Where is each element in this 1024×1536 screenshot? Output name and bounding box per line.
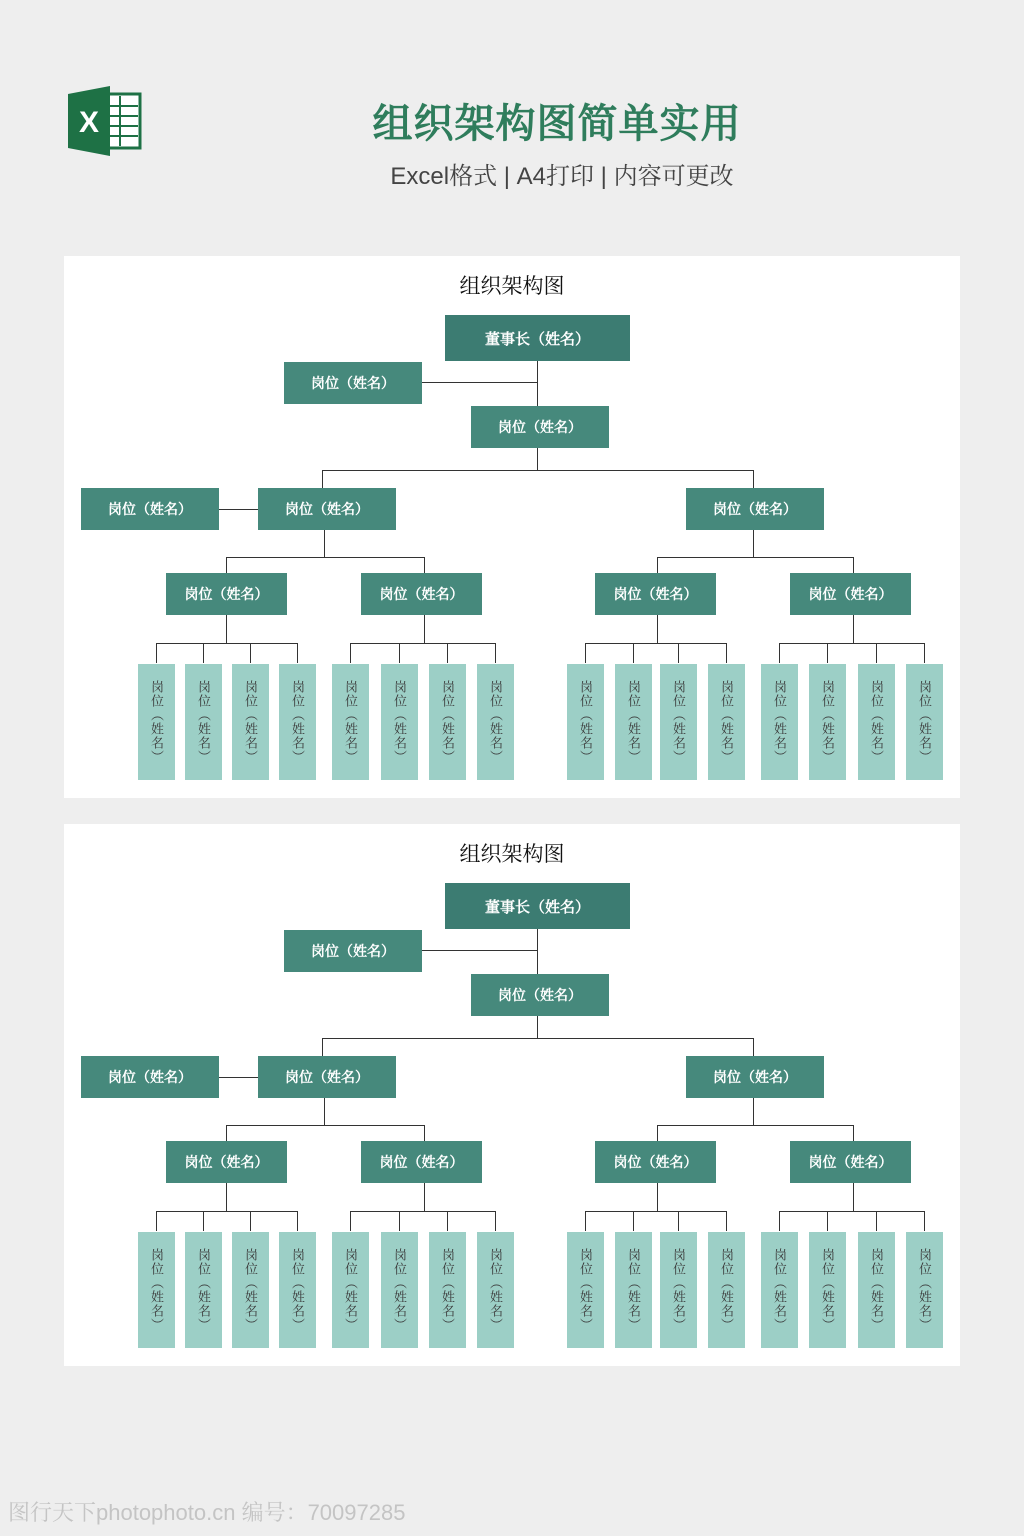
staff-box bbox=[708, 664, 745, 780]
staff-box bbox=[138, 664, 175, 780]
connector-line bbox=[226, 1183, 227, 1211]
assistant-box: 岗位（姓名） bbox=[284, 362, 422, 404]
staff-label: 岗位（姓名） bbox=[392, 1248, 407, 1332]
connector-line bbox=[585, 643, 586, 663]
connector-line bbox=[924, 643, 925, 663]
staff-label: 岗位（姓名） bbox=[440, 680, 455, 764]
department-box: 岗位（姓名） bbox=[595, 573, 716, 615]
staff-box bbox=[332, 664, 369, 780]
staff-box bbox=[332, 1232, 369, 1348]
connector-line bbox=[924, 1211, 925, 1231]
staff-box bbox=[615, 664, 652, 780]
staff-label: 岗位（姓名） bbox=[149, 680, 164, 764]
connector-line bbox=[495, 643, 496, 663]
chart-title: 组织架构图 bbox=[459, 274, 565, 298]
connector-line bbox=[424, 557, 425, 574]
connector-line bbox=[585, 1211, 586, 1231]
division-right-box: 岗位（姓名） bbox=[686, 1056, 824, 1098]
staff-box bbox=[858, 664, 895, 780]
staff-box bbox=[381, 1232, 418, 1348]
staff-label: 岗位（姓名） bbox=[820, 1248, 835, 1332]
connector-line bbox=[324, 530, 325, 558]
staff-box bbox=[660, 664, 697, 780]
connector-line bbox=[495, 1211, 496, 1231]
staff-label: 岗位（姓名） bbox=[243, 1248, 258, 1332]
connector-line bbox=[657, 615, 658, 643]
staff-label: 岗位（姓名） bbox=[488, 680, 503, 764]
staff-label: 岗位（姓名） bbox=[772, 1248, 787, 1332]
connector-line bbox=[726, 1211, 727, 1231]
connector-line bbox=[399, 643, 400, 663]
connector-line bbox=[421, 950, 538, 951]
connector-line bbox=[753, 1038, 754, 1056]
connector-line bbox=[226, 615, 227, 643]
department-box: 岗位（姓名） bbox=[361, 573, 482, 615]
connector-line bbox=[726, 643, 727, 663]
staff-label: 岗位（姓名） bbox=[671, 680, 686, 764]
staff-box bbox=[381, 664, 418, 780]
staff-label: 岗位（姓名） bbox=[719, 1248, 734, 1332]
connector-line bbox=[853, 1125, 854, 1142]
connector-line bbox=[226, 557, 424, 558]
connector-line bbox=[226, 1125, 424, 1126]
connector-line bbox=[678, 1211, 679, 1231]
connector-line bbox=[447, 643, 448, 663]
staff-label: 岗位（姓名） bbox=[196, 1248, 211, 1332]
connector-line bbox=[350, 643, 495, 644]
staff-box bbox=[906, 1232, 943, 1348]
staff-box bbox=[761, 664, 798, 780]
staff-box bbox=[429, 664, 466, 780]
staff-box bbox=[567, 1232, 604, 1348]
division-right-box: 岗位（姓名） bbox=[686, 488, 824, 530]
connector-line bbox=[853, 557, 854, 574]
connector-line bbox=[779, 643, 780, 663]
staff-label: 岗位（姓名） bbox=[343, 680, 358, 764]
staff-box bbox=[708, 1232, 745, 1348]
connector-line bbox=[447, 1211, 448, 1231]
connector-line bbox=[350, 1211, 351, 1231]
staff-box bbox=[477, 664, 514, 780]
org-chart-panel-2 bbox=[64, 824, 960, 1366]
connector-line bbox=[633, 1211, 634, 1231]
connector-line bbox=[297, 643, 298, 663]
connector-line bbox=[537, 1016, 538, 1038]
connector-line bbox=[537, 361, 538, 406]
staff-label: 岗位（姓名） bbox=[917, 680, 932, 764]
connector-line bbox=[827, 643, 828, 663]
connector-line bbox=[753, 1098, 754, 1126]
connector-line bbox=[226, 1125, 227, 1142]
staff-box bbox=[809, 1232, 846, 1348]
side-post-box: 岗位（姓名） bbox=[81, 488, 219, 530]
connector-line bbox=[876, 643, 877, 663]
connector-line bbox=[537, 929, 538, 974]
department-box: 岗位（姓名） bbox=[595, 1141, 716, 1183]
staff-box bbox=[567, 664, 604, 780]
staff-box bbox=[185, 664, 222, 780]
executive-box: 岗位（姓名） bbox=[471, 406, 609, 448]
connector-line bbox=[657, 557, 853, 558]
connector-line bbox=[779, 1211, 924, 1212]
connector-line bbox=[827, 1211, 828, 1231]
connector-line bbox=[853, 1183, 854, 1211]
connector-line bbox=[350, 643, 351, 663]
staff-box bbox=[660, 1232, 697, 1348]
staff-label: 岗位（姓名） bbox=[440, 1248, 455, 1332]
staff-box bbox=[279, 664, 316, 780]
connector-line bbox=[322, 1038, 754, 1039]
chairman-box: 董事长（姓名） bbox=[445, 883, 630, 929]
connector-line bbox=[424, 1125, 425, 1142]
staff-label: 岗位（姓名） bbox=[343, 1248, 358, 1332]
chart-title: 组织架构图 bbox=[459, 842, 565, 866]
connector-line bbox=[421, 382, 538, 383]
staff-label: 岗位（姓名） bbox=[917, 1248, 932, 1332]
connector-line bbox=[324, 1098, 325, 1126]
connector-line bbox=[297, 1211, 298, 1231]
executive-box: 岗位（姓名） bbox=[471, 974, 609, 1016]
connector-line bbox=[226, 557, 227, 574]
staff-box bbox=[279, 1232, 316, 1348]
connector-line bbox=[156, 643, 297, 644]
chairman-box: 董事长（姓名） bbox=[445, 315, 630, 361]
staff-box bbox=[809, 664, 846, 780]
staff-label: 岗位（姓名） bbox=[820, 680, 835, 764]
division-left-box: 岗位（姓名） bbox=[258, 488, 396, 530]
staff-label: 岗位（姓名） bbox=[869, 680, 884, 764]
staff-label: 岗位（姓名） bbox=[869, 1248, 884, 1332]
connector-line bbox=[779, 643, 924, 644]
staff-box bbox=[138, 1232, 175, 1348]
connector-line bbox=[424, 1183, 425, 1211]
connector-line bbox=[399, 1211, 400, 1231]
connector-line bbox=[657, 1125, 658, 1142]
connector-line bbox=[585, 643, 726, 644]
staff-label: 岗位（姓名） bbox=[290, 680, 305, 764]
staff-label: 岗位（姓名） bbox=[772, 680, 787, 764]
staff-label: 岗位（姓名） bbox=[671, 1248, 686, 1332]
connector-line bbox=[250, 1211, 251, 1231]
page-subtitle: Excel格式 | A4打印 | 内容可更改 bbox=[390, 163, 734, 190]
connector-line bbox=[657, 1125, 853, 1126]
connector-line bbox=[156, 643, 157, 663]
connector-line bbox=[537, 448, 538, 470]
connector-line bbox=[424, 615, 425, 643]
connector-line bbox=[876, 1211, 877, 1231]
connector-line bbox=[156, 1211, 297, 1212]
department-box: 岗位（姓名） bbox=[790, 1141, 911, 1183]
staff-label: 岗位（姓名） bbox=[149, 1248, 164, 1332]
department-box: 岗位（姓名） bbox=[790, 573, 911, 615]
connector-line bbox=[678, 643, 679, 663]
staff-label: 岗位（姓名） bbox=[243, 680, 258, 764]
staff-box bbox=[761, 1232, 798, 1348]
connector-line bbox=[657, 1183, 658, 1211]
connector-line bbox=[322, 1038, 323, 1056]
connector-line bbox=[156, 1211, 157, 1231]
connector-line bbox=[753, 470, 754, 488]
staff-box bbox=[429, 1232, 466, 1348]
connector-line bbox=[853, 615, 854, 643]
connector-line bbox=[779, 1211, 780, 1231]
staff-label: 岗位（姓名） bbox=[290, 1248, 305, 1332]
connector-line bbox=[250, 643, 251, 663]
connector-line bbox=[657, 557, 658, 574]
staff-label: 岗位（姓名） bbox=[392, 680, 407, 764]
staff-box bbox=[906, 664, 943, 780]
staff-label: 岗位（姓名） bbox=[488, 1248, 503, 1332]
staff-label: 岗位（姓名） bbox=[196, 680, 211, 764]
staff-label: 岗位（姓名） bbox=[626, 1248, 641, 1332]
staff-label: 岗位（姓名） bbox=[578, 680, 593, 764]
staff-box bbox=[185, 1232, 222, 1348]
staff-box bbox=[615, 1232, 652, 1348]
connector-line bbox=[633, 643, 634, 663]
watermark: 图行天下photophoto.cn 编号：70097285 bbox=[8, 1500, 406, 1525]
page-title: 组织架构图简单实用 bbox=[372, 102, 742, 146]
assistant-box: 岗位（姓名） bbox=[284, 930, 422, 972]
staff-box bbox=[232, 1232, 269, 1348]
staff-box bbox=[858, 1232, 895, 1348]
connector-line bbox=[219, 1077, 259, 1078]
department-box: 岗位（姓名） bbox=[166, 1141, 287, 1183]
connector-line bbox=[322, 470, 323, 488]
staff-label: 岗位（姓名） bbox=[626, 680, 641, 764]
connector-line bbox=[203, 1211, 204, 1231]
excel-logo-letter: X bbox=[78, 106, 100, 139]
department-box: 岗位（姓名） bbox=[166, 573, 287, 615]
connector-line bbox=[219, 509, 259, 510]
department-box: 岗位（姓名） bbox=[361, 1141, 482, 1183]
connector-line bbox=[753, 530, 754, 558]
staff-box bbox=[232, 664, 269, 780]
connector-line bbox=[322, 470, 754, 471]
connector-line bbox=[203, 643, 204, 663]
staff-label: 岗位（姓名） bbox=[719, 680, 734, 764]
org-chart-panel-1 bbox=[64, 256, 960, 798]
connector-line bbox=[585, 1211, 726, 1212]
side-post-box: 岗位（姓名） bbox=[81, 1056, 219, 1098]
connector-line bbox=[350, 1211, 495, 1212]
division-left-box: 岗位（姓名） bbox=[258, 1056, 396, 1098]
staff-box bbox=[477, 1232, 514, 1348]
staff-label: 岗位（姓名） bbox=[578, 1248, 593, 1332]
